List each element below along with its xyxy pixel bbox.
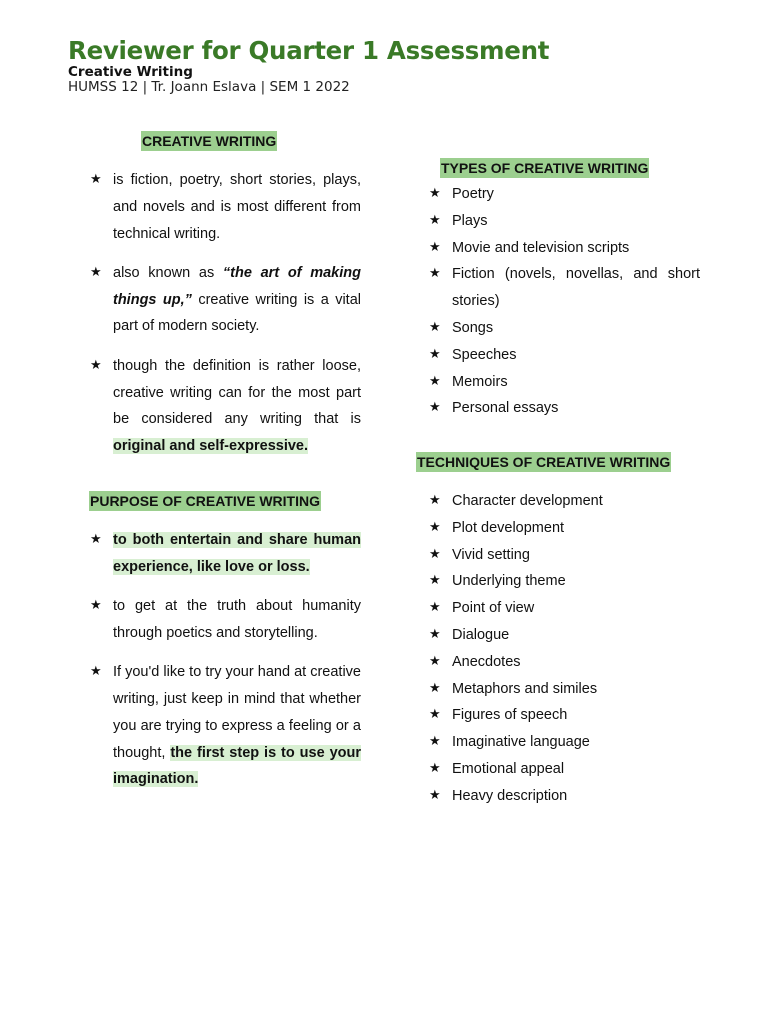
list-item <box>429 595 700 622</box>
item-text: creative writing is a vital part of modern society. <box>113 291 361 335</box>
definition-list <box>90 167 361 472</box>
item-text: Metaphors and similes <box>452 680 598 697</box>
star-bullet-icon: ★ <box>429 211 441 227</box>
item-text: Anecdotes <box>452 653 521 670</box>
list-item <box>429 181 700 208</box>
item-text: Dialogue <box>452 626 510 643</box>
star-bullet-icon: ★ <box>429 759 441 775</box>
highlighted-text: to both entertain and share human experience, like love or loss. <box>113 532 361 575</box>
list-item <box>429 729 700 756</box>
item-text: Figures of speech <box>452 707 568 724</box>
heading-creative-writing: CREATIVE WRITING <box>142 133 277 149</box>
list-item <box>429 568 700 595</box>
item-text: Emotional appeal <box>452 760 565 777</box>
document-subtitle: Creative Writing <box>68 64 193 80</box>
item-text: Plot development <box>452 519 565 536</box>
list-item <box>429 369 700 396</box>
item-text: Imaginative language <box>452 734 590 751</box>
item-text: Poetry <box>452 186 494 202</box>
star-bullet-icon: ★ <box>429 265 441 281</box>
item-text: to get at the truth about humanity through poetics and storytelling. <box>113 598 361 641</box>
star-bullet-icon: ★ <box>429 545 441 561</box>
list-item <box>429 783 700 810</box>
star-bullet-icon: ★ <box>90 263 102 279</box>
item-text: Character development <box>452 493 603 509</box>
document-title: Reviewer for Quarter 1 Assessment <box>68 36 550 65</box>
list-item <box>429 395 700 422</box>
star-bullet-icon: ★ <box>429 345 441 361</box>
star-bullet-icon: ★ <box>90 171 102 186</box>
star-bullet-icon: ★ <box>429 625 441 641</box>
star-bullet-icon: ★ <box>90 597 102 613</box>
list-item <box>90 593 361 647</box>
star-bullet-icon: ★ <box>429 572 441 588</box>
list-item <box>429 315 700 342</box>
star-bullet-icon: ★ <box>90 663 102 679</box>
list-item <box>429 488 700 515</box>
item-text: Point of view <box>452 600 535 617</box>
list-item <box>90 527 361 581</box>
star-bullet-icon: ★ <box>429 318 441 334</box>
heading-types: TYPES OF CREATIVE WRITING <box>441 160 649 176</box>
star-bullet-icon: ★ <box>429 706 441 722</box>
item-text: though the definition is rather loose, creative writing can for the most part be considered any writing that is <box>113 357 361 428</box>
list-item <box>429 261 700 315</box>
list-item <box>429 208 700 235</box>
star-bullet-icon: ★ <box>429 652 441 668</box>
list-item <box>90 167 361 247</box>
item-text: Memoirs <box>452 373 508 390</box>
heading-purpose: PURPOSE OF CREATIVE WRITING <box>90 493 320 509</box>
item-text: Speeches <box>452 346 517 363</box>
list-item <box>90 260 361 340</box>
star-bullet-icon: ★ <box>429 679 441 695</box>
star-bullet-icon: ★ <box>90 356 102 372</box>
item-text: Fiction (novels, novellas, and short stories) <box>452 266 700 310</box>
item-text: Underlying theme <box>452 573 566 590</box>
types-list <box>429 181 700 422</box>
list-item <box>90 659 361 793</box>
star-bullet-icon: ★ <box>429 399 441 415</box>
star-bullet-icon: ★ <box>429 238 441 254</box>
purpose-list <box>90 527 361 806</box>
highlighted-text: original and self-expressive. <box>113 438 309 455</box>
item-text: Songs <box>452 319 494 336</box>
list-item <box>429 542 700 569</box>
item-text: Personal essays <box>452 400 559 417</box>
star-bullet-icon: ★ <box>429 492 441 507</box>
document-meta: HUMSS 12 | Tr. Joann Eslava | SEM 1 2022 <box>68 79 350 95</box>
list-item <box>429 622 700 649</box>
list-item <box>429 342 700 369</box>
item-quote: “the art of making things up,” <box>113 264 361 308</box>
list-item <box>429 756 700 783</box>
star-bullet-icon: ★ <box>429 733 441 749</box>
list-item <box>429 235 700 262</box>
star-bullet-icon: ★ <box>429 518 441 534</box>
item-text: also known as <box>113 264 223 281</box>
star-bullet-icon: ★ <box>90 531 102 546</box>
highlighted-text: the first step is to use your imagination. <box>113 744 361 788</box>
list-item <box>429 676 700 703</box>
item-text: Plays <box>452 212 488 229</box>
list-item <box>429 515 700 542</box>
list-item <box>429 702 700 729</box>
star-bullet-icon: ★ <box>429 185 441 200</box>
star-bullet-icon: ★ <box>429 599 441 615</box>
techniques-list <box>429 488 700 810</box>
star-bullet-icon: ★ <box>429 372 441 388</box>
list-item <box>429 649 700 676</box>
star-bullet-icon: ★ <box>429 786 441 802</box>
list-item <box>90 353 361 460</box>
heading-techniques: TECHNIQUES OF CREATIVE WRITING <box>417 454 671 470</box>
item-text: Heavy description <box>452 787 568 804</box>
item-text: Movie and television scripts <box>452 239 630 256</box>
item-text: Vivid setting <box>452 546 530 563</box>
item-text: is fiction, poetry, short stories, plays, and novels and is most different from technical writing. <box>113 172 361 242</box>
item-text: If you'd like to try your hand at creative writing, just keep in mind that whether you are trying to express a feeling or a thought, <box>113 664 361 761</box>
